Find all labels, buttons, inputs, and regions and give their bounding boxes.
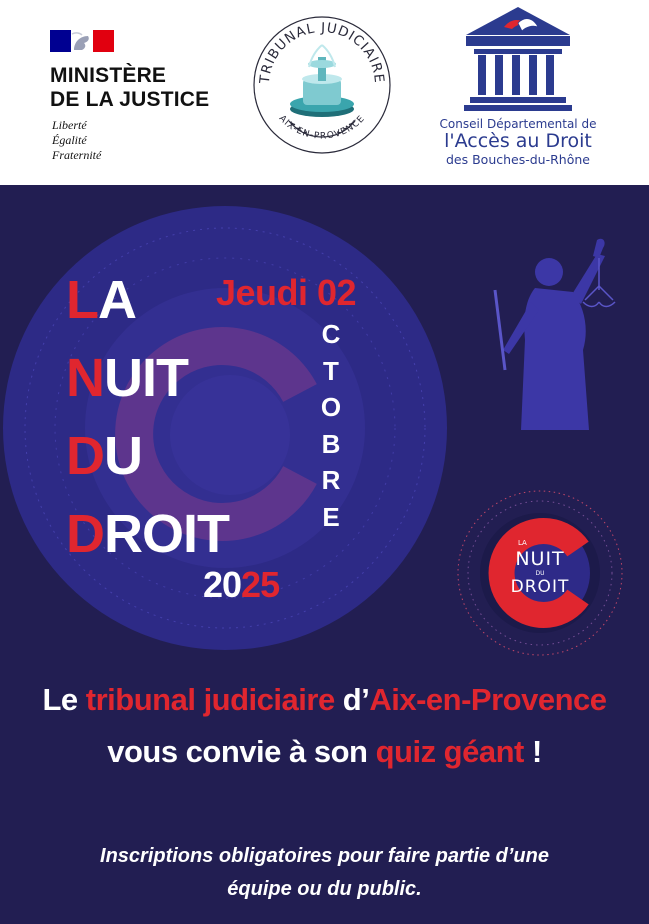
ministry-title: MINISTÈRE DE LA JUSTICE bbox=[50, 64, 210, 111]
invitation-line-1: Le tribunal judiciaire d’Aix-en-Provence bbox=[42, 682, 607, 717]
month-letter: C bbox=[321, 319, 341, 349]
note-line-2: équipe ou du public. bbox=[227, 878, 422, 900]
event-year: 2025 bbox=[203, 564, 280, 605]
motto-egalite: Égalité bbox=[52, 133, 87, 147]
cdad-line-1: Conseil Départemental de bbox=[439, 117, 597, 131]
motto-liberte: Liberté bbox=[52, 118, 87, 132]
motto-fraternite: Fraternité bbox=[52, 148, 102, 162]
event-title bbox=[66, 272, 229, 584]
title-line-du: DU bbox=[66, 426, 142, 486]
registration-note bbox=[0, 840, 649, 906]
fountain-icon bbox=[290, 45, 354, 117]
month-letter: B bbox=[321, 428, 341, 459]
title-line-la: LA bbox=[66, 270, 136, 330]
small-logo-la: LA bbox=[518, 539, 527, 547]
month-letter: E bbox=[322, 501, 340, 532]
title-line-nuit: NUIT bbox=[66, 348, 188, 408]
small-logo-nuit: NUIT bbox=[515, 548, 565, 570]
tribunal-logo bbox=[251, 9, 393, 161]
marianne-flag-icon bbox=[50, 30, 114, 52]
invitation-line-2: vous convie à son quiz géant ! bbox=[107, 734, 542, 769]
nuit-du-droit-logo bbox=[450, 483, 630, 663]
header-band bbox=[0, 0, 649, 185]
invitation-message bbox=[0, 680, 649, 772]
month-letter: T bbox=[323, 355, 339, 386]
cdad-line-3: des Bouches-du-Rhône bbox=[445, 152, 590, 167]
tribunal-bottom-text: AIX-EN-PROVENCE bbox=[276, 113, 368, 142]
cdad-line-2: l'Accès au Droit bbox=[444, 130, 592, 152]
small-logo-droit: DROIT bbox=[510, 577, 570, 597]
lady-justice-icon bbox=[485, 230, 625, 430]
ministry-motto bbox=[52, 118, 101, 163]
temple-icon bbox=[462, 5, 574, 113]
title-line-droit: DROIT bbox=[66, 504, 229, 564]
cdad-logo bbox=[428, 5, 608, 175]
tribunal-top-text: TRIBUNAL JUDICIAIRE bbox=[256, 19, 388, 85]
note-line-1: Inscriptions obligatoires pour faire partie d’une bbox=[100, 845, 549, 867]
month-letter: R bbox=[321, 465, 341, 495]
event-date-month bbox=[316, 316, 346, 535]
cdad-text bbox=[428, 117, 608, 167]
event-date-day: Jeudi 02 bbox=[216, 272, 357, 313]
small-logo-du: DU bbox=[535, 570, 545, 577]
month-letter: O bbox=[320, 392, 342, 422]
